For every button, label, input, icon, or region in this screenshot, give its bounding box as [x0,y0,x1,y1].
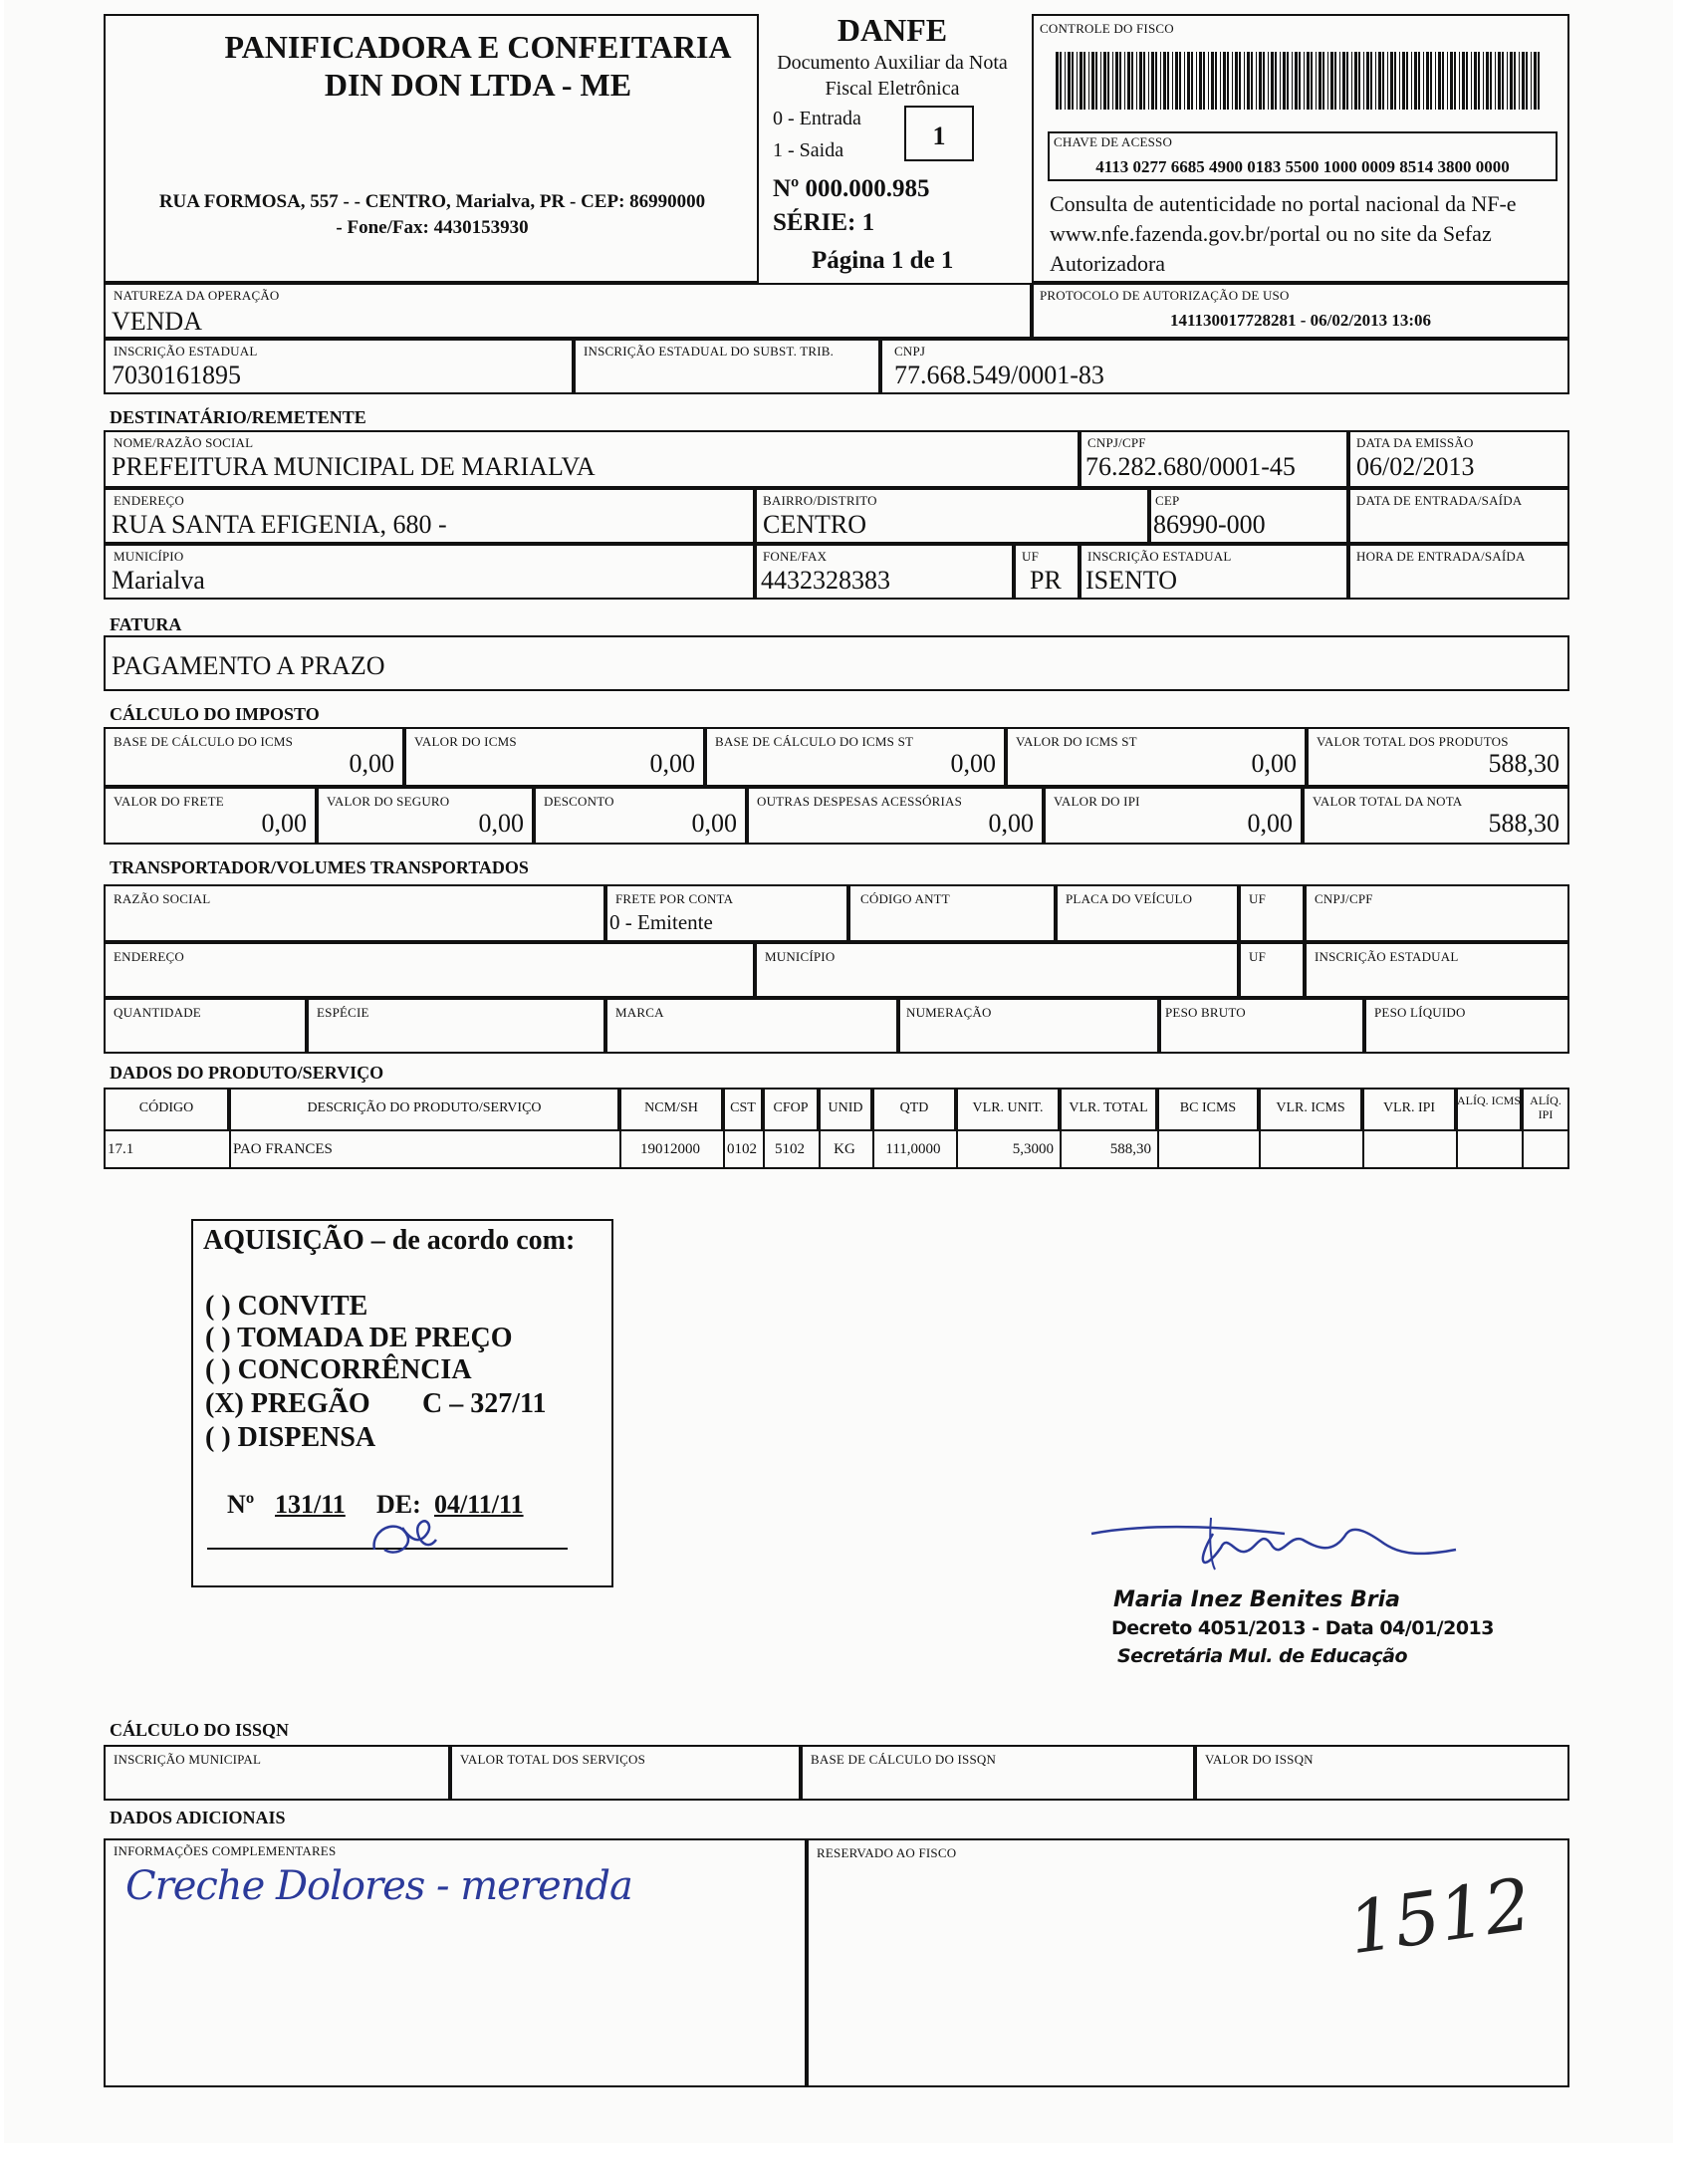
info-manuscrito: Creche Dolores - merenda [125,1863,632,1909]
header-descricao: DESCRIÇÃO DO PRODUTO/SERVIÇO [307,1100,542,1115]
barcode-bar [1107,52,1109,110]
barcode-bar [1459,52,1460,110]
barcode-bar [1167,52,1169,110]
barcode-bar [1220,52,1221,110]
barcode-bar [1474,52,1477,110]
barcode-bar [1406,52,1408,110]
barcode-bar [1235,52,1238,110]
aquisicao-item-concorrencia: ( ) CONCORRÊNCIA [205,1354,472,1385]
transp-numeracao-label: NUMERAÇÃO [906,1005,992,1020]
barcode-bar [1065,52,1066,110]
dest-emissao-value: 06/02/2013 [1356,452,1475,481]
dest-endereco-label: ENDEREÇO [114,493,184,508]
bc-icms-st-label: BASE DE CÁLCULO DO ICMS ST [715,734,914,749]
emitente-name: PANIFICADORA E CONFEITARIA DIN DON LTDA - ME [224,29,732,103]
barcode-bar [1462,52,1465,110]
barcode-bar [1316,52,1317,110]
row-codigo: 17.1 [108,1141,134,1157]
barcode-bar [1486,52,1489,110]
barcode-bar [1339,52,1340,110]
dest-ie-label: INSCRIÇÃO ESTADUAL [1087,549,1232,564]
fatura-section: FATURA [110,614,182,634]
transp-marca-label: MARCA [615,1005,664,1020]
aquisicao-title: AQUISIÇÃO – de acordo com: [203,1225,576,1256]
controle-fisco-label: CONTROLE DO FISCO [1040,21,1174,36]
outras-despesas-value: 0,00 [988,809,1034,838]
barcode-bar [1175,52,1178,110]
barcode-bar [1370,52,1372,110]
aquisicao-numero-prefix: Nº [227,1490,255,1519]
barcode-bar [1394,52,1396,110]
transp-quantidade-label: QUANTIDADE [114,1005,201,1020]
table-bottom-rule [104,1167,1569,1169]
barcode-bar [1199,52,1202,110]
info-complementares-label: INFORMAÇÕES COMPLEMENTARES [114,1843,337,1858]
barcode-bar [1495,52,1496,110]
transp-municipio-label: MUNICÍPIO [765,949,836,964]
barcode-bar [1471,52,1472,110]
barcode-bar [1295,52,1298,110]
issqn-servicos-label: VALOR TOTAL DOS SERVIÇOS [460,1752,646,1767]
header-vlr-total: VLR. TOTAL [1069,1100,1148,1115]
desconto-label: DESCONTO [544,794,614,809]
valor-total-produtos-value: 588,30 [1488,749,1560,778]
valor-icms-value: 0,00 [649,749,695,778]
barcode-bar [1346,52,1348,110]
header-codigo: CÓDIGO [138,1100,194,1115]
barcode-bar [1191,52,1193,110]
barcode-bar [1203,52,1205,110]
header-aliq-icms: ALÍQ. ICMS [1456,1093,1521,1107]
barcode-bar [1442,52,1444,110]
barcode-bar [1507,52,1508,110]
barcode-bar [1263,52,1265,110]
imposto-section: CÁLCULO DO IMPOSTO [110,704,320,724]
header-cfop: CFOP [773,1100,809,1115]
dest-cnpj-label: CNPJ/CPF [1087,435,1146,450]
barcode-bar [1072,52,1074,110]
barcode-bar [1319,52,1321,110]
issqn-section: CÁLCULO DO ISSQN [110,1720,290,1740]
dest-nome-value: PREFEITURA MUNICIPAL DE MARIALVA [112,452,596,481]
transp-peso-bruto-label: PESO BRUTO [1165,1005,1246,1020]
valor-ipi-label: VALOR DO IPI [1054,794,1140,809]
barcode-bar [1307,52,1310,110]
barcode-bar [1354,52,1357,110]
barcode-bar [1256,52,1257,110]
barcode-bar [1510,52,1513,110]
header-qtd: QTD [899,1100,929,1115]
dest-entrada-label: DATA DE ENTRADA/SAÍDA [1356,493,1523,508]
transp-ie-label: INSCRIÇÃO ESTADUAL [1315,949,1459,964]
barcode-bar [1251,52,1253,110]
transp-frete-value: 0 - Emitente [609,910,713,934]
barcode-bar [1077,52,1078,110]
barcode [1056,52,1546,110]
barcode-bar [1411,52,1412,110]
barcode-bar [1522,52,1525,110]
header-unid: UNID [828,1100,863,1115]
dest-cep-label: CEP [1155,493,1180,508]
signature-decreto: Decreto 4051/2013 - Data 04/01/2013 [1111,1617,1494,1639]
transp-especie-label: ESPÉCIE [317,1005,369,1020]
dest-cep-value: 86990-000 [1153,510,1266,539]
barcode-bar [1292,52,1293,110]
outras-despesas-label: OUTRAS DESPESAS ACESSÓRIAS [757,794,963,809]
barcode-bar [1363,52,1364,110]
aquisicao-item-tomada: ( ) TOMADA DE PREÇO [205,1323,513,1353]
dest-bairro-label: BAIRRO/DISTRITO [763,493,877,508]
barcode-bar [1538,52,1540,110]
barcode-bar [1531,52,1532,110]
barcode-bar [1430,52,1432,110]
valor-icms-st-label: VALOR DO ICMS ST [1016,734,1137,749]
row-descricao: PAO FRANCES [233,1141,333,1157]
transp-peso-liquido-label: PESO LÍQUIDO [1374,1005,1466,1020]
barcode-bar [1438,52,1441,110]
barcode-bar [1327,52,1328,110]
barcode-bar [1239,52,1241,110]
issqn-inscricao-label: INSCRIÇÃO MUNICIPAL [114,1752,262,1767]
aquisicao-item-pregao: (X) PREGÃO [205,1388,370,1419]
barcode-bar [1187,52,1190,110]
barcode-bar [1143,52,1145,110]
aquisicao-item-dispensa: ( ) DISPENSA [205,1422,376,1453]
row-cell-vlr-icms [1259,1131,1362,1167]
barcode-bar [1208,52,1209,110]
transp-endereco-label: ENDEREÇO [114,949,184,964]
barcode-bar [1399,52,1400,110]
header-aliq-ipi: ALÍQ. IPI [1530,1093,1561,1121]
transp-uf-label: UF [1249,891,1267,906]
row-cst: 0102 [727,1141,757,1157]
barcode-bar [1136,52,1137,110]
dest-hora-label: HORA DE ENTRADA/SAÍDA [1356,549,1526,564]
aquisicao-item-convite: ( ) CONVITE [205,1291,368,1322]
barcode-bar [1163,52,1166,110]
barcode-bar [1514,52,1516,110]
barcode-bar [1119,52,1121,110]
ie-label: INSCRIÇÃO ESTADUAL [114,344,258,359]
danfe-pagina: Página 1 de 1 [812,247,954,274]
desconto-value: 0,00 [691,809,737,838]
dest-uf-value: PR [1030,566,1062,595]
barcode-bar [1172,52,1173,110]
header-bc-icms: BC ICMS [1179,1100,1237,1115]
ie-st-label: INSCRIÇÃO ESTADUAL DO SUBST. TRIB. [584,344,835,359]
barcode-bar [1247,52,1250,110]
chave-label: CHAVE DE ACESSO [1054,134,1173,149]
barcode-bar [1454,52,1456,110]
barcode-bar [1088,52,1089,110]
barcode-bar [1127,52,1130,110]
barcode-bar [1196,52,1197,110]
valor-total-nota-label: VALOR TOTAL DA NOTA [1313,794,1463,809]
danfe-tipo: 1 [932,121,946,150]
dest-bairro-value: CENTRO [763,510,866,539]
reservado-fisco-label: RESERVADO AO FISCO [817,1845,957,1860]
row-vlr-unit: 5,3000 [1012,1141,1054,1157]
barcode-bar [1244,52,1245,110]
barcode-bar [1526,52,1528,110]
row-qtd: 111,0000 [885,1141,941,1157]
barcode-bar [1435,52,1436,110]
dest-emissao-label: DATA DA EMISSÃO [1356,435,1474,450]
barcode-bar [1280,52,1281,110]
destinatario-section: DESTINATÁRIO/REMETENTE [110,407,366,427]
barcode-bar [1115,52,1118,110]
aquisicao-numero: 131/11 [275,1490,346,1519]
transp-razao-label: RAZÃO SOCIAL [114,891,211,906]
bc-icms-value: 0,00 [349,749,394,778]
dest-fone-value: 4432328383 [761,566,890,595]
barcode-bar [1223,52,1226,110]
barcode-bar [1426,52,1429,110]
consulta-text: Consulta de autenticidade no portal nacional da NF-e www.nfe.fazenda.gov.br/portal ou no site da Sefaz Autorizadora [1050,191,1517,276]
barcode-bar [1478,52,1480,110]
danfe-numero: Nº 000.000.985 [773,175,930,202]
aquisicao-scribble [366,1510,440,1562]
header-ncm: NCM/SH [644,1100,698,1115]
barcode-bar [1287,52,1289,110]
dest-cnpj-value: 76.282.680/0001-45 [1085,452,1296,481]
barcode-bar [1232,52,1233,110]
barcode-bar [1151,52,1154,110]
aquisicao-data: 04/11/11 [434,1490,524,1519]
transp-placa-label: PLACA DO VEÍCULO [1066,891,1193,906]
barcode-bar [1330,52,1333,110]
transp-uf2-label: UF [1249,949,1267,964]
signature-name: Maria Inez Benites Bria [1113,1587,1400,1612]
valor-total-nota-value: 588,30 [1488,809,1560,838]
row-cfop: 5102 [775,1141,805,1157]
barcode-bar [1534,52,1537,110]
danfe-title: DANFE [837,12,948,48]
barcode-bar [1275,52,1277,110]
row-ncm: 19012000 [640,1141,700,1157]
header-vlr-unit: VLR. UNIT. [972,1100,1044,1115]
natureza-value: VENDA [112,307,202,336]
danfe-subtitle: Documento Auxiliar da Nota Fiscal Eletrônica [777,52,1008,100]
barcode-bar [1124,52,1125,110]
row-cell-aliq-ipi [1522,1131,1569,1167]
emitente-address: RUA FORMOSA, 557 - - CENTRO, Marialva, PR - CEP: 86990000 [158,191,706,212]
cnpj-label: CNPJ [894,344,926,359]
barcode-bar [1450,52,1453,110]
barcode-bar [1342,52,1345,110]
barcode-bar [1402,52,1405,110]
transp-cnpj-label: CNPJ/CPF [1315,891,1373,906]
barcode-bar [1139,52,1142,110]
barcode-bar [1227,52,1229,110]
barcode-bar [1334,52,1336,110]
fatura-value: PAGAMENTO A PRAZO [112,651,385,680]
barcode-bar [1414,52,1417,110]
dest-uf-label: UF [1022,549,1040,564]
aquisicao-pregao-ref: C – 327/11 [422,1388,547,1419]
natureza-label: NATUREZA DA OPERAÇÃO [114,288,280,303]
barcode-bar [1423,52,1424,110]
row-cell-vlr-ipi [1362,1131,1456,1167]
bc-icms-label: BASE DE CÁLCULO DO ICMS [114,734,294,749]
barcode-bar [1466,52,1468,110]
row-cell-bc-icms [1157,1131,1259,1167]
valor-icms-st-value: 0,00 [1251,749,1297,778]
danfe-serie: SÉRIE: 1 [773,209,875,236]
cnpj-value: 77.668.549/0001-83 [894,361,1104,389]
row-unid: KG [834,1141,855,1157]
signature-scribble [1085,1504,1464,1583]
row-cell-aliq-icms [1456,1131,1522,1167]
barcode-bar [1418,52,1420,110]
barcode-bar [1131,52,1133,110]
dest-municipio-value: Marialva [112,566,205,595]
produtos-section: DADOS DO PRODUTO/SERVIÇO [110,1063,384,1083]
barcode-bar [1083,52,1085,110]
barcode-bar [1148,52,1149,110]
barcode-bar [1268,52,1269,110]
barcode-bar [1366,52,1369,110]
valor-seguro-label: VALOR DO SEGURO [327,794,450,809]
barcode-bar [1103,52,1106,110]
chave-acesso: 4113 0277 6685 4900 0183 5500 1000 0009 8514 3800 0000 [1095,157,1510,176]
valor-frete-label: VALOR DO FRETE [114,794,224,809]
barcode-bar [1095,52,1097,110]
bc-icms-st-value: 0,00 [950,749,996,778]
barcode-bar [1215,52,1217,110]
barcode-bar [1283,52,1286,110]
header-vlr-ipi: VLR. IPI [1382,1100,1436,1115]
valor-frete-value: 0,00 [261,809,307,838]
issqn-valor-label: VALOR DO ISSQN [1205,1752,1314,1767]
dest-municipio-label: MUNICÍPIO [114,549,184,564]
barcode-bar [1259,52,1262,110]
barcode-bar [1155,52,1157,110]
barcode-bar [1299,52,1301,110]
adicionais-section: DADOS ADICIONAIS [110,1808,286,1827]
aquisicao-data-prefix: DE: [376,1490,421,1519]
barcode-bar [1311,52,1313,110]
barcode-bar [1060,52,1062,110]
barcode-bar [1080,52,1082,110]
barcode-bar [1091,52,1094,110]
danfe-saida: 1 - Saida [773,139,844,161]
barcode-bar [1184,52,1185,110]
ie-value: 7030161895 [112,361,241,389]
dest-ie-value: ISENTO [1085,566,1177,595]
barcode-bar [1387,52,1388,110]
barcode-bar [1179,52,1181,110]
barcode-bar [1502,52,1504,110]
header-vlr-icms: VLR. ICMS [1276,1100,1345,1115]
barcode-bar [1382,52,1384,110]
header-cst: CST [730,1100,756,1115]
barcode-bar [1351,52,1352,110]
transp-antt-label: CÓDIGO ANTT [860,891,950,906]
transportador-section: TRANSPORTADOR/VOLUMES TRANSPORTADOS [110,857,529,877]
transp-frete-label: FRETE POR CONTA [615,891,734,906]
barcode-bar [1322,52,1324,110]
barcode-bar [1358,52,1360,110]
signature-cargo: Secretária Mul. de Educação [1117,1645,1408,1667]
barcode-bar [1375,52,1376,110]
valor-icms-label: VALOR DO ICMS [414,734,517,749]
danfe-entrada: 0 - Entrada [773,108,861,129]
emitente-phone: - Fone/Fax: 4430153930 [336,217,529,238]
protocolo-value: 141130017728281 - 06/02/2013 13:06 [1169,311,1432,330]
barcode-bar [1056,52,1059,110]
valor-ipi-value: 0,00 [1247,809,1293,838]
row-vlr-total: 588,30 [1109,1141,1151,1157]
dest-nome-label: NOME/RAZÃO SOCIAL [114,435,254,450]
barcode-bar [1068,52,1071,110]
valor-total-produtos-label: VALOR TOTAL DOS PRODUTOS [1317,734,1509,749]
valor-seguro-value: 0,00 [478,809,524,838]
barcode-bar [1112,52,1113,110]
barcode-bar [1390,52,1393,110]
barcode-bar [1490,52,1492,110]
fisco-manuscrito: 1512 [1343,1861,1537,1971]
barcode-bar [1100,52,1101,110]
dest-endereco-value: RUA SANTA EFIGENIA, 680 - [112,510,447,539]
barcode-bar [1271,52,1274,110]
dest-fone-label: FONE/FAX [763,549,828,564]
barcode-bar [1519,52,1520,110]
barcode-bar [1378,52,1381,110]
barcode-bar [1483,52,1484,110]
issqn-base-label: BASE DE CÁLCULO DO ISSQN [811,1752,997,1767]
barcode-bar [1447,52,1448,110]
barcode-bar [1304,52,1305,110]
protocolo-label: PROTOCOLO DE AUTORIZAÇÃO DE USO [1040,288,1290,303]
barcode-bar [1160,52,1161,110]
barcode-bar [1498,52,1501,110]
transp-endereco-box [104,942,755,998]
barcode-bar [1211,52,1214,110]
